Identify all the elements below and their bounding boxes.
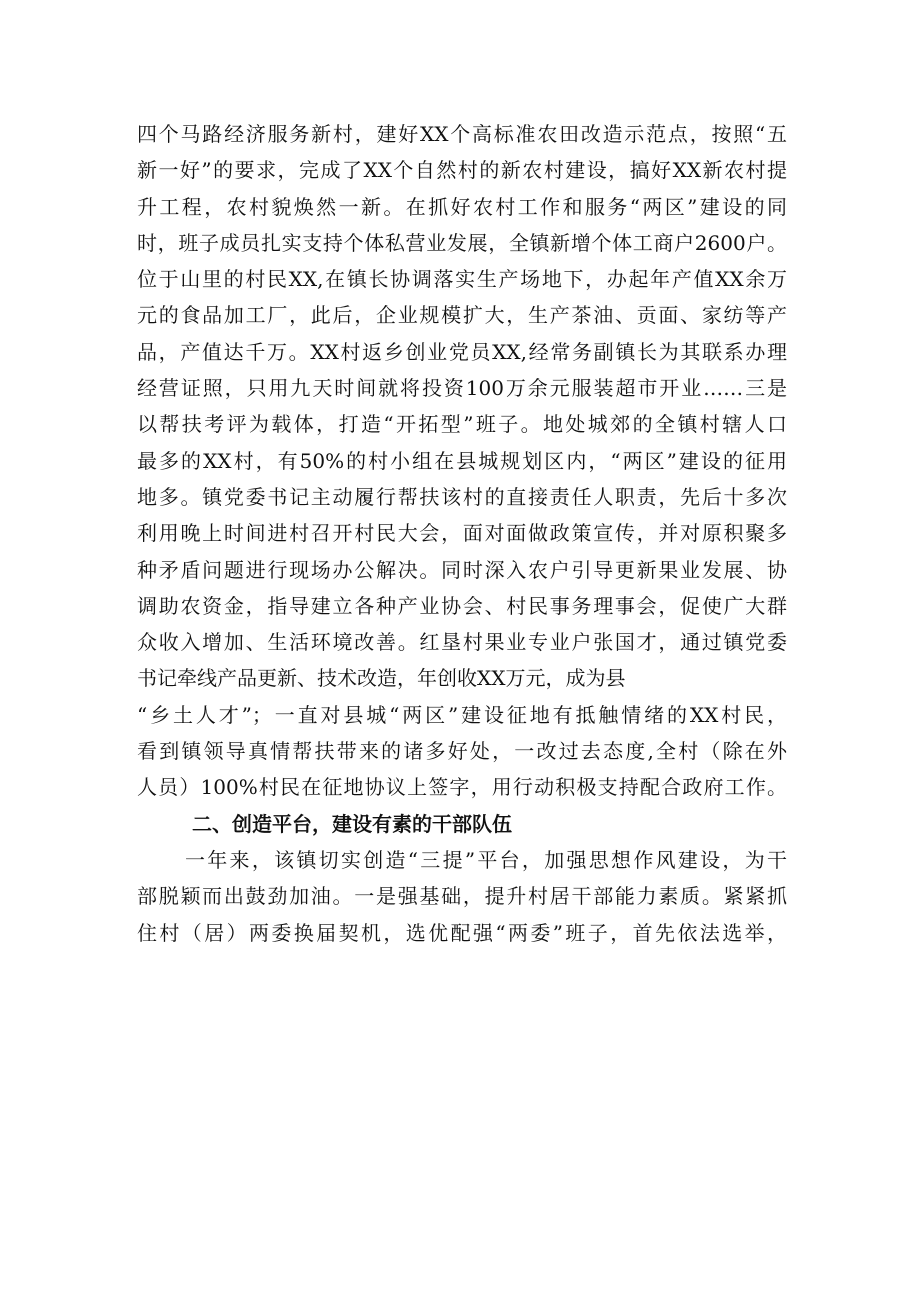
para2-line-1: 一年来，该镇切实创造“三提”平台，加强思想作风建设，为干 [185, 847, 787, 872]
text-line-13: 种矛盾问题进行现场办公解决。同时深入农户引导更新果业发展、协 [137, 557, 787, 582]
text-line-5: 位于山里的村民XX,在镇长协调落实生产场地下，办起年产值XX余万 [137, 267, 787, 292]
text-line-11: 地多。镇党委书记主动履行帮扶该村的直接责任人职责，先后十多次 [137, 484, 787, 509]
text-line-10: 最多的XX村，有50%的村小组在县城规划区内，“两区”建设的征用 [137, 448, 787, 473]
text-line-8: 经营证照，只用九天时间就将投资100万余元服装超市开业……三是 [137, 376, 787, 401]
text-line-18: 看到镇领导真情帮扶带来的诸多好处，一改过去态度,全村（除在外 [137, 739, 787, 764]
text-line-12: 利用晚上时间进村召开村民大会，面对面做政策宣传，并对原积聚多 [137, 521, 787, 546]
document-body [137, 116, 787, 951]
text-line-6: 元的食品加工厂，此后，企业规模扩大，生产茶油、贡面、家纺等产 [137, 303, 787, 328]
text-line-14: 调助农资金，指导建立各种产业协会、村民事务理事会，促使广大群 [137, 593, 787, 618]
text-line-3: 升工程，农村貌焕然一新。在抓好农村工作和服务“两区”建设的同 [137, 194, 787, 219]
text-line-7: 品，产值达千万。XX村返乡创业党员XX,经常务副镇长为其联系办理 [137, 339, 787, 364]
text-line-1: 四个马路经济服务新村，建好XX个高标准农田改造示范点，按照“五 [137, 122, 787, 146]
text-line-17: “乡土人才”；一直对县城“两区”建设征地有抵触情绪的XX村民， [137, 702, 787, 727]
text-line-2: 新一好”的要求，完成了XX个自然村的新农村建设，搞好XX新农村提 [137, 158, 787, 183]
text-line-4: 时，班子成员扎实支持个体私营业发展，全镇新增个体工商户2600户。 [137, 230, 787, 255]
section-heading: 二、创造平台，建设有素的干部队伍 [192, 811, 512, 836]
text-line-9: 以帮扶考评为载体，打造“开拓型”班子。地处城郊的全镇村辖人口 [137, 412, 787, 437]
para2-line-3: 住村（居）两委换届契机，选优配强“两委”班子，首先依法选举， [137, 920, 787, 945]
text-line-15: 众收入增加、生活环境改善。红垦村果业专业户张国才，通过镇党委 [137, 630, 787, 655]
text-line-16: 书记牵线产品更新、技术改造，年创收XX万元，成为县 [137, 666, 626, 691]
para2-line-2: 部脱颖而出鼓劲加油。一是强基础，提升村居干部能力素质。紧紧抓 [137, 884, 787, 909]
text-line-19: 人员）100%村民在征地协议上签字，用行动积极支持配合政府工作。 [137, 775, 787, 800]
